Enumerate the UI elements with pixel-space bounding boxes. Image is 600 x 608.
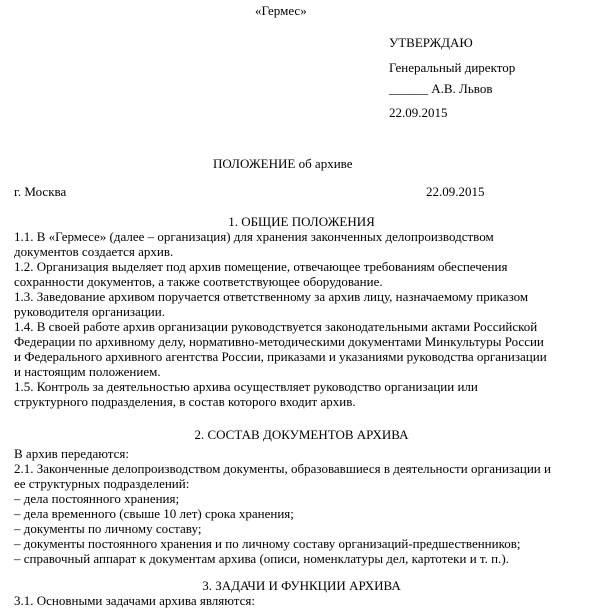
paragraph-line: сохранности документов, а также соответствующее оборудование. (14, 274, 383, 289)
paragraph-line: 1.3. Заведование архивом поручается ответственному за архив лицу, назначаемому приказом (14, 289, 529, 304)
paragraph-line: структурного подразделения, в состав которого входит архив. (14, 394, 356, 409)
paragraph-line: руководителя организации. (14, 304, 165, 319)
section-general (14, 214, 589, 409)
paragraph-line: ее структурных подразделений: (14, 476, 190, 491)
approval-date: 22.09.2015 (389, 105, 448, 120)
list-item: – справочный аппарат к документам архива (описи, номенклатуры дел, картотеки и т. п.). (14, 551, 509, 566)
section-tasks (14, 578, 589, 608)
paragraph-line: и настоящим положением. (14, 364, 161, 379)
paragraph-line: 1.4. В своей работе архив организации руководствуется законодательными актами Российской (14, 319, 538, 334)
approval-position: Генеральный директор (389, 60, 516, 75)
section-heading: 2. СОСТАВ ДОКУМЕНТОВ АРХИВА (194, 427, 409, 442)
paragraph-line: и Федерального архивного агентства России, приказами и указаниями руководства организации (14, 349, 547, 364)
document-date: 22.09.2015 (426, 184, 485, 199)
org-name: «Гермес» (255, 3, 307, 18)
list-item: – дела временного (свыше 10 лет) срока хранения; (14, 506, 294, 521)
paragraph-line: 2.1. Законченные делопроизводством документы, образовавшиеся в деятельности организации и (14, 461, 551, 476)
list-item: – документы по личному составу; (14, 521, 202, 536)
list-item: – документы постоянного хранения и по личному составу организаций-предшественников; (14, 536, 521, 551)
paragraph-line: 3.1. Основными задачами архива являются: (14, 593, 256, 608)
paragraph-line: 1.5. Контроль за деятельностью архива осуществляет руководство организации или (14, 379, 478, 394)
paragraph-line: документов создается архив. (14, 244, 174, 259)
section-heading: 3. ЗАДАЧИ И ФУНКЦИИ АРХИВА (202, 578, 401, 593)
paragraph-line: Федерации по архивному делу, нормативно-методическими документами Минкультуры России (14, 334, 544, 349)
approval-title: УТВЕРЖДАЮ (389, 35, 473, 50)
approval-signature: ______ А.В. Львов (389, 81, 493, 96)
paragraph-line: В архив передаются: (14, 446, 129, 461)
document-city: г. Москва (14, 184, 67, 199)
paragraph-line: 1.2. Организация выделяет под архив помещение, отвечающее требованиям обеспечения (14, 259, 508, 274)
section-documents (14, 427, 589, 566)
section-heading: 1. ОБЩИЕ ПОЛОЖЕНИЯ (228, 214, 375, 229)
list-item: – дела постоянного хранения; (14, 491, 180, 506)
paragraph-line: 1.1. В «Гермесе» (далее – организация) для хранения законченных делопроизводством (14, 229, 494, 244)
document-title: ПОЛОЖЕНИЕ об архиве (213, 156, 353, 171)
